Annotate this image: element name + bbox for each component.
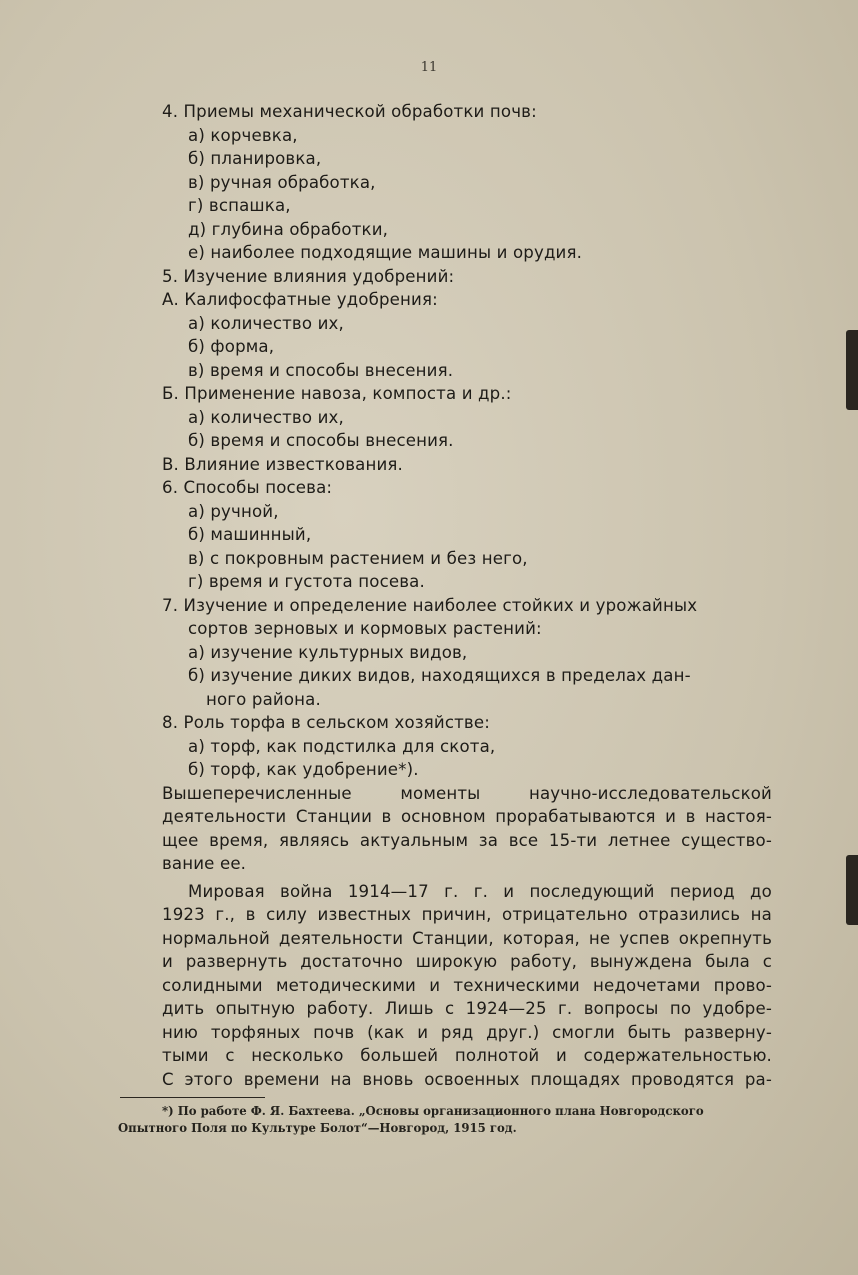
- text-line: и развернуть достаточно широкую работу, вынуждена была с: [162, 952, 772, 971]
- list-item: г) время и густота посева.: [188, 572, 425, 591]
- list-item: в) ручная обработка,: [188, 172, 376, 192]
- page-edge-mark: [846, 330, 858, 410]
- list-item: в) время и способы внесения.: [188, 360, 454, 380]
- text-line: дить опытную работу. Лишь с 1924—25 г. вопросы по удобре-: [162, 999, 772, 1018]
- text-line: Вышеперечисленные моменты научно-исследовательской: [162, 783, 772, 803]
- text-line: С этого времени на вновь освоенных площадях проводятся ра-: [162, 1069, 772, 1089]
- text-line: Мировая война 1914—17 г. г. и последующий период до: [188, 881, 772, 901]
- text-line: вание ее.: [162, 854, 247, 873]
- page-number: 11: [420, 60, 438, 75]
- list-heading: А. Калифосфатные удобрения:: [162, 290, 438, 309]
- list-heading: 8. Роль торфа в сельском хозяйстве:: [162, 713, 490, 732]
- list-heading: В. Влияние известкования.: [162, 454, 403, 474]
- footnote: [118, 1103, 770, 1137]
- list-item: б) время и способы внесения.: [188, 431, 454, 450]
- footnote-rule: [120, 1097, 265, 1098]
- footnote-line: Опытного Поля по Культуре Болот“—Новгород, 1915 год.: [118, 1121, 517, 1135]
- list-item: б) изучение диких видов, находящихся в пределах дан-: [188, 666, 691, 685]
- text-line: нормальной деятельности Станции, которая, не успев окрепнуть: [162, 928, 772, 948]
- list-heading: 5. Изучение влияния удобрений:: [162, 266, 455, 286]
- list-item: б) машинный,: [188, 525, 312, 544]
- list-item: ного района.: [206, 689, 321, 709]
- list-heading: 6. Способы посева:: [162, 478, 333, 497]
- text-line: нию торфяных почв (как и ряд друг.) смогли быть разверну-: [162, 1022, 772, 1042]
- text-line: 1923 г., в силу известных причин, отрицательно отразились на: [162, 905, 772, 924]
- list-heading: Б. Применение навоза, компоста и др.:: [162, 384, 512, 403]
- list-heading: 4. Приемы механической обработки почв:: [162, 102, 537, 121]
- list-item: д) глубина обработки,: [188, 219, 389, 239]
- list-item: б) планировка,: [188, 149, 322, 168]
- paragraph: [162, 782, 772, 876]
- list-item: б) форма,: [188, 337, 275, 356]
- list-item: г) вспашка,: [188, 196, 291, 215]
- text-line: щее время, являясь актуальным за все 15-ти летнее существо-: [162, 830, 772, 850]
- paragraph: [162, 880, 772, 1092]
- list-item: в) с покровным растением и без него,: [188, 548, 528, 568]
- outline-list: [162, 100, 772, 782]
- list-item: а) торф, как подстилка для скота,: [188, 736, 496, 756]
- list-heading: 7. Изучение и определение наиболее стойких и урожайных: [162, 595, 698, 615]
- footnote-line: *) По работе Ф. Я. Бахтеева. „Основы организационного плана Новгородского: [162, 1104, 704, 1118]
- list-item: а) ручной,: [188, 501, 279, 521]
- text-line: тыми с несколько большей полнотой и содержательностью.: [162, 1046, 772, 1065]
- text-line: деятельности Станции в основном прорабатываются и в настоя-: [162, 807, 772, 826]
- text-line: солидными методическими и техническими недочетами прово-: [162, 975, 772, 995]
- list-item: е) наиболее подходящие машины и орудия.: [188, 243, 583, 262]
- list-item: а) изучение культурных видов,: [188, 642, 468, 662]
- main-text: [162, 100, 772, 1091]
- page-edge-mark: [846, 855, 858, 925]
- list-item: а) количество их,: [188, 407, 344, 427]
- list-item: а) количество их,: [188, 313, 344, 333]
- list-item: а) корчевка,: [188, 125, 298, 145]
- list-item: б) торф, как удобрение*).: [188, 760, 419, 779]
- list-item: сортов зерновых и кормовых растений:: [188, 619, 542, 638]
